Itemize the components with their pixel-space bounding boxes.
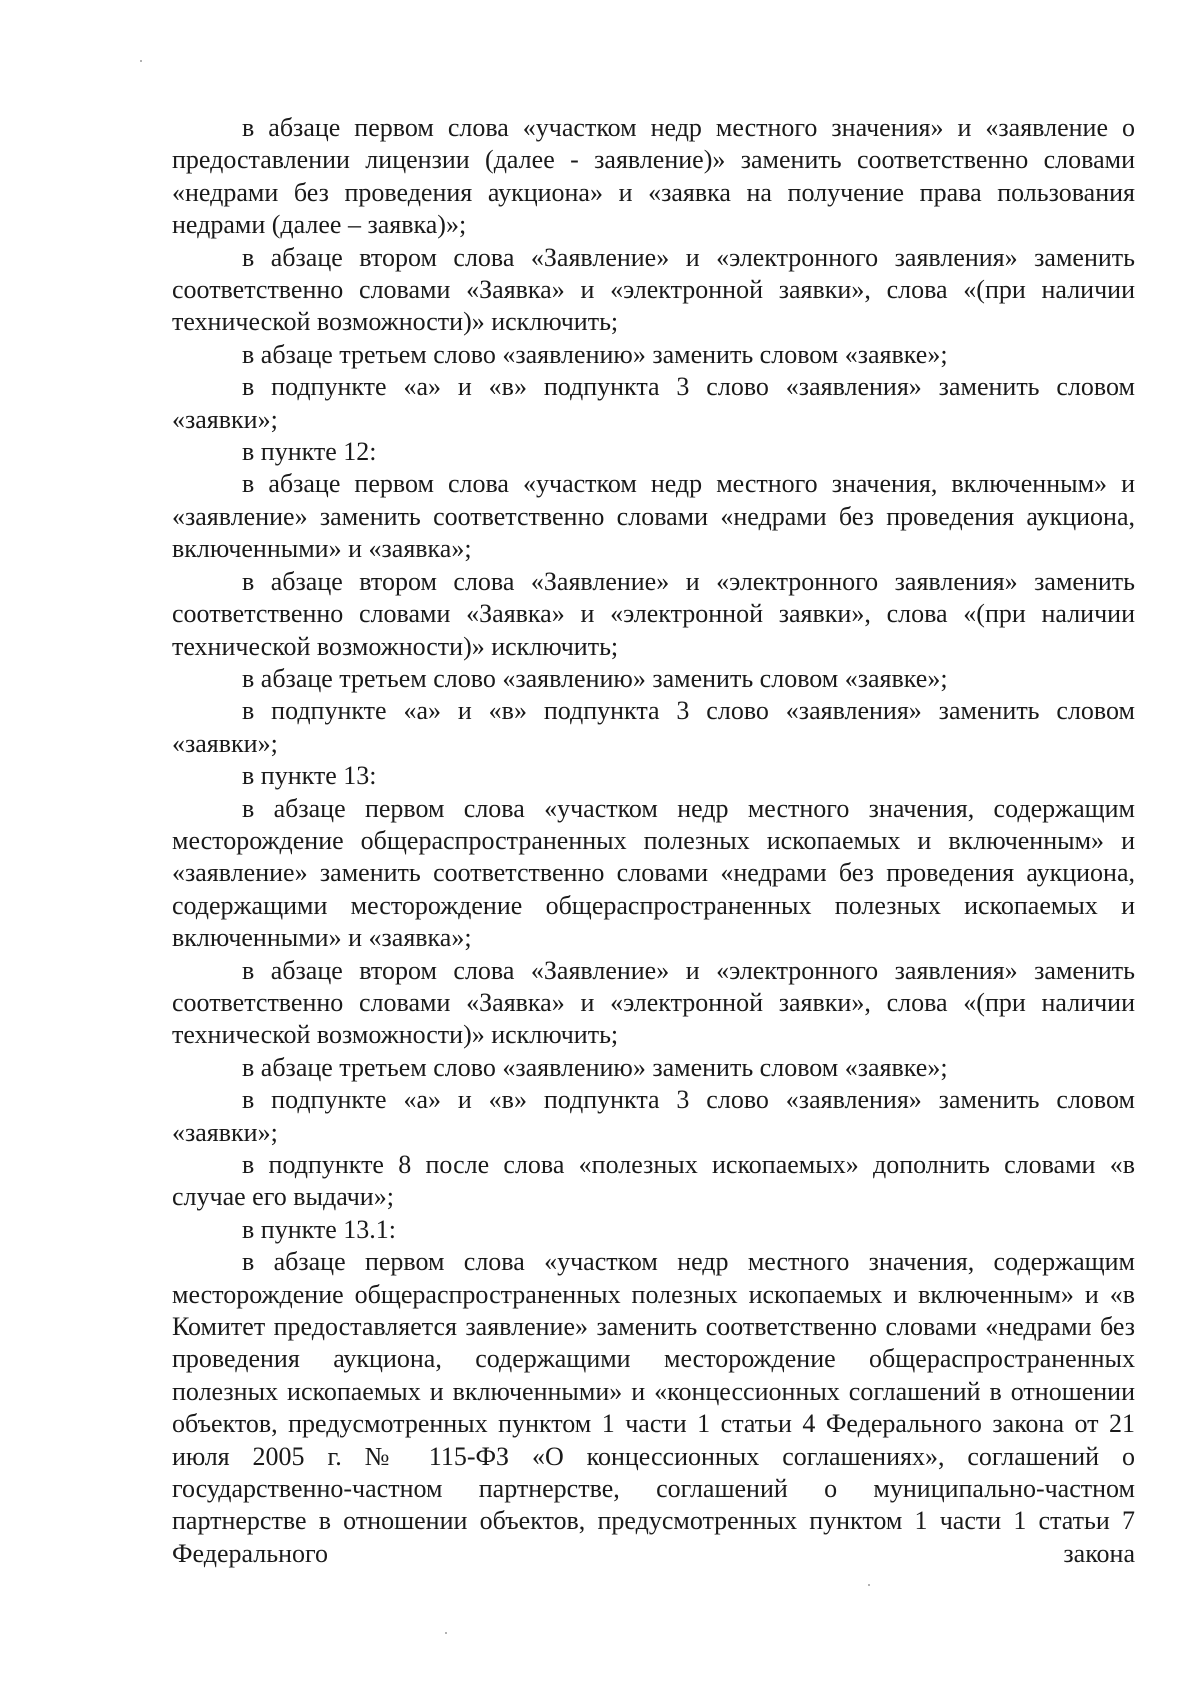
- paragraph: в абзаце первом слова «участком недр местного значения, содержащим месторождение общераспространенных полезных ископаемых и включенным» и «заявление» заменить соответственно словами «недрами без проведения аукциона, содержащими месторождение общераспространенных полезных ископаемых и включенными» и «заявка»;: [172, 793, 1135, 953]
- paragraph: в подпункте 8 после слова «полезных ископаемых» дополнить словами «в случае его выдачи»;: [172, 1150, 1135, 1212]
- paragraph: в абзаце втором слова «Заявление» и «электронного заявления» заменить соответственно словами «Заявка» и «электронной заявки», слова «(при наличии технической возможности)» исключить;: [172, 242, 1135, 337]
- paragraph: в абзаце первом слова «участком недр местного значения, включенным» и «заявление» заменить соответственно словами «недрами без проведения аукциона, включенными» и «заявка»;: [172, 469, 1135, 564]
- scan-artifact: [140, 60, 142, 62]
- paragraph: в абзаце втором слова «Заявление» и «электронного заявления» заменить соответственно словами «Заявка» и «электронной заявки», слова «(при наличии технической возможности)» исключить;: [172, 566, 1135, 661]
- paragraph: в пункте 13:: [242, 761, 377, 791]
- paragraph: в абзаце третьем слово «заявлению» заменить словом «заявке»;: [242, 339, 948, 369]
- paragraph: в абзаце третьем слово «заявлению» заменить словом «заявке»;: [242, 663, 948, 693]
- paragraph: в подпункте «а» и «в» подпункта 3 слово «заявления» заменить словом «заявки»;: [172, 696, 1135, 758]
- paragraph: в абзаце первом слова «участком недр местного значения» и «заявление о предоставлении лицензии (далее - заявление)» заменить соответственно словами «недрами без проведения аукциона» и «заявка на получение права пользования недрами (далее – заявка)»;: [172, 113, 1135, 240]
- paragraph: в абзаце втором слова «Заявление» и «электронного заявления» заменить соответственно словами «Заявка» и «электронной заявки», слова «(при наличии технической возможности)» исключить;: [172, 955, 1135, 1050]
- paragraph: в пункте 12:: [242, 437, 377, 467]
- paragraph: в абзаце третьем слово «заявлению» заменить словом «заявке»;: [242, 1052, 948, 1082]
- paragraph: в подпункте «а» и «в» подпункта 3 слово «заявления» заменить словом «заявки»;: [172, 1085, 1135, 1147]
- paragraph: в абзаце первом слова «участком недр местного значения, содержащим месторождение общераспространенных полезных ископаемых и включенным» и «в Комитет предоставляется заявление» заменить соответственно словами «недрами без проведения аукциона, содержащими месторождение общераспространенных полезных ископаемых и включенными» и «концессионных соглашений в отношении объектов, предусмотренных пунктом 1 части 1 статьи 4 Федерального закона от 21 июля 2005 г. № 115-ФЗ «О концессионных соглашениях», соглашений о государственно-частном партнерстве, соглашений о муниципально-частном партнерстве в отношении объектов, предусмотренных пунктом 1 части 1 статьи 7 Федерального закона: [172, 1247, 1135, 1568]
- paragraph: в подпункте «а» и «в» подпункта 3 слово «заявления» заменить словом «заявки»;: [172, 372, 1135, 434]
- paragraph: в пункте 13.1:: [242, 1214, 397, 1244]
- document-body: [172, 112, 1135, 1570]
- scan-artifact: [868, 1584, 870, 1586]
- scan-artifact: [445, 1632, 447, 1634]
